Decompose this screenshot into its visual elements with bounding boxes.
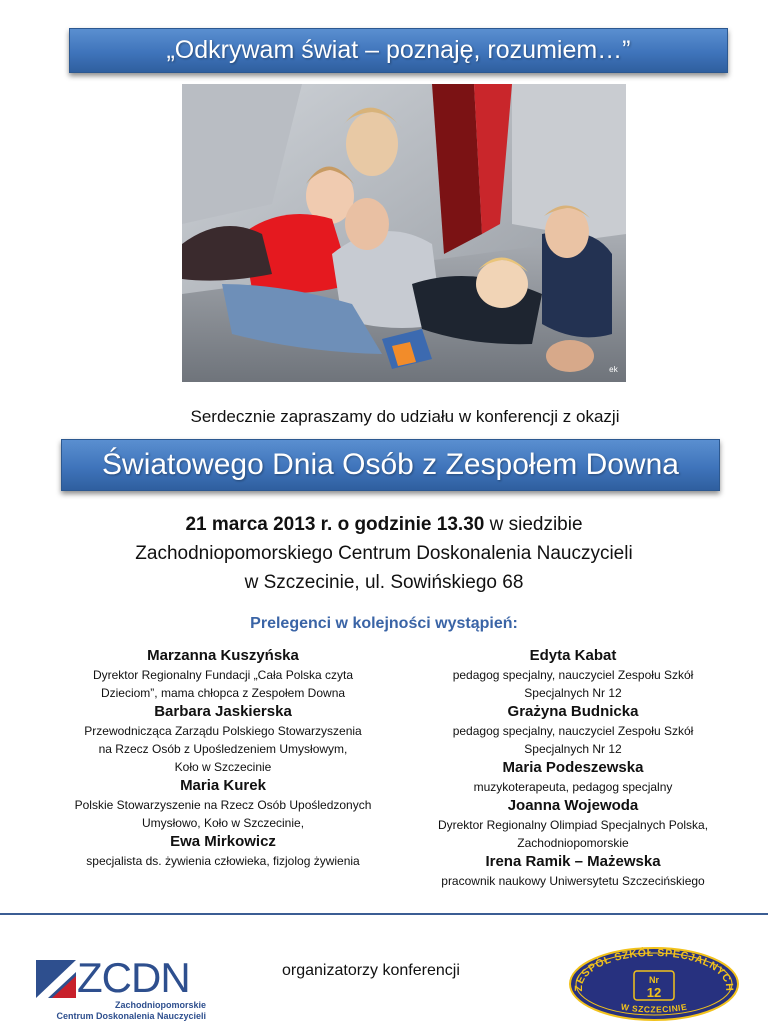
speaker bbox=[58, 702, 388, 776]
speaker-desc: Umysłowo, Koło w Szczecinie, bbox=[141, 816, 305, 830]
speaker bbox=[58, 646, 388, 702]
seal-top-text: ZESPÓŁ SZKÓŁ SPECJALNYCH bbox=[572, 946, 736, 992]
event-address: w Szczecinie, ul. Sowińskiego 68 bbox=[244, 572, 524, 593]
speaker-name: Maria Podeszewska bbox=[502, 759, 644, 776]
speaker-desc: Przewodnicząca Zarządu Polskiego Stowarzyszenia bbox=[84, 724, 362, 738]
seal-bottom-text: W SZCZECINIE bbox=[620, 1001, 688, 1015]
children-photo bbox=[182, 84, 626, 382]
speaker-name: Maria Kurek bbox=[180, 777, 266, 794]
speaker bbox=[58, 776, 388, 832]
invite-text: Serdecznie zapraszamy do udziału w konferencji z okazji bbox=[190, 407, 620, 426]
zcdn-logo bbox=[36, 954, 211, 1021]
speaker-desc: Zachodniopomorskie bbox=[517, 836, 629, 850]
speaker-desc: Dyrektor Regionalny Olimpiad Specjalnych Polska, bbox=[437, 818, 709, 832]
speaker-desc: Koło w Szczecinie bbox=[174, 760, 272, 774]
speakers-left-column bbox=[58, 646, 388, 870]
speaker-desc: Dzieciom”, mama chłopca z Zespołem Downa bbox=[100, 686, 346, 700]
speakers-right-column bbox=[402, 646, 744, 890]
speaker-name: Grażyna Budnicka bbox=[507, 703, 639, 720]
speaker-name: Marzanna Kuszyńska bbox=[147, 647, 299, 664]
zcdn-line1: Zachodniopomorskie bbox=[114, 1000, 206, 1010]
speaker-desc: na Rzecz Osób z Upośledzeniem Umysłowym, bbox=[98, 742, 348, 756]
speaker-desc: specjalista ds. żywienia człowieka, fizjolog żywienia bbox=[86, 854, 360, 868]
speaker-desc: Specjalnych Nr 12 bbox=[524, 742, 622, 756]
speaker-name: Edyta Kabat bbox=[529, 647, 617, 664]
zcdn-line2: Centrum Doskonalenia Nauczycieli bbox=[56, 1011, 206, 1021]
header-banner bbox=[69, 28, 728, 73]
speaker-name: Irena Ramik – Mażewska bbox=[485, 853, 661, 870]
zcdn-mark-icon bbox=[36, 960, 76, 998]
organizers-label: organizatorzy konferencji bbox=[282, 962, 460, 979]
speaker-desc: pedagog specjalny, nauczyciel Zespołu Szkół bbox=[452, 668, 694, 682]
speaker bbox=[402, 702, 744, 758]
event-date: 21 marca 2013 r. o godzinie 13.30 bbox=[185, 514, 485, 535]
speakers-heading: Prelegenci w kolejności wystąpień: bbox=[250, 615, 518, 632]
speaker-desc: Specjalnych Nr 12 bbox=[524, 686, 622, 700]
speaker bbox=[402, 852, 744, 890]
zcdn-letters: ZCDN bbox=[77, 954, 190, 1001]
speaker bbox=[58, 832, 388, 870]
school-seal bbox=[568, 946, 740, 1022]
speaker-name: Joanna Wojewoda bbox=[507, 797, 639, 814]
event-date-line bbox=[0, 510, 768, 539]
speaker-desc: pracownik naukowy Uniwersytetu Szczecińskiego bbox=[441, 874, 705, 888]
header-title: „Odkrywam świat – poznaję, rozumiem…” bbox=[166, 36, 631, 64]
event-date-rest: w siedzibie bbox=[484, 514, 583, 535]
speaker-desc: Polskie Stowarzyszenie na Rzecz Osób Upośledzonych bbox=[74, 798, 372, 812]
zcdn-subtitle bbox=[36, 1000, 206, 1022]
seal-number: 12 bbox=[646, 985, 662, 1000]
speaker-name: Ewa Mirkowicz bbox=[170, 833, 276, 850]
speaker-desc: Dyrektor Regionalny Fundacji „Cała Polska czyta bbox=[92, 668, 354, 682]
photo-watermark: ek bbox=[609, 365, 618, 374]
event-title: Światowego Dnia Osób z Zespołem Downa bbox=[102, 448, 679, 481]
speaker bbox=[402, 758, 744, 796]
speaker-desc: pedagog specjalny, nauczyciel Zespołu Szkół bbox=[452, 724, 694, 738]
event-details bbox=[0, 510, 768, 597]
speaker bbox=[402, 796, 744, 852]
speaker bbox=[402, 646, 744, 702]
footer-divider bbox=[0, 913, 768, 915]
photo-illustration bbox=[182, 84, 626, 382]
seal-nr: Nr bbox=[648, 975, 660, 985]
speaker-name: Barbara Jaskierska bbox=[154, 703, 292, 720]
speaker-desc: muzykoterapeuta, pedagog specjalny bbox=[473, 780, 673, 794]
event-banner bbox=[61, 439, 720, 491]
event-venue: Zachodniopomorskiego Centrum Doskonalenia Nauczycieli bbox=[135, 543, 633, 564]
